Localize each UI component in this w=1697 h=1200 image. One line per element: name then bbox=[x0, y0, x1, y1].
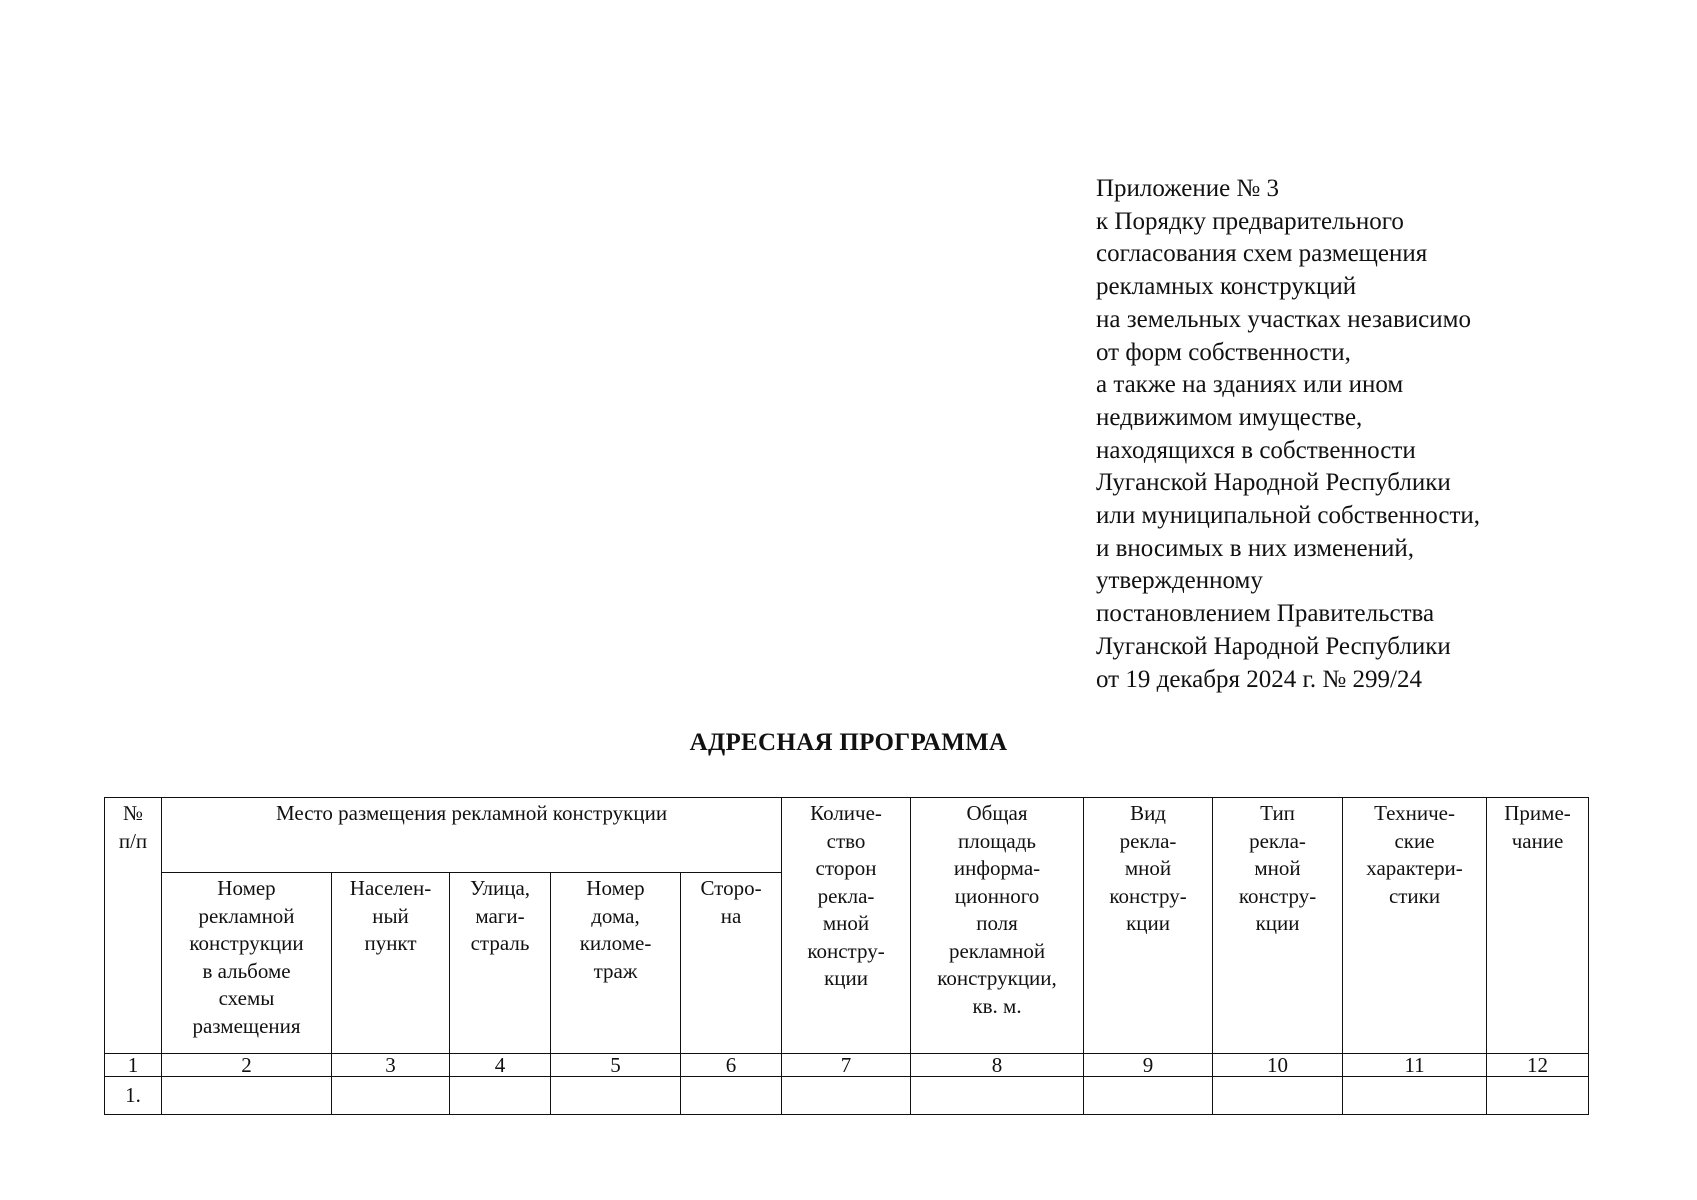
header-tech: Техниче- ские характери- стики bbox=[1343, 798, 1487, 1054]
table-cell bbox=[332, 1077, 450, 1115]
column-number: 11 bbox=[1343, 1054, 1487, 1077]
header-settlement: Населен- ный пункт bbox=[332, 873, 450, 1054]
appendix-line: к Порядку предварительного bbox=[1096, 207, 1404, 235]
table-cell bbox=[911, 1077, 1084, 1115]
appendix-line: Луганской Народной Республики bbox=[1096, 632, 1451, 660]
table-cell bbox=[782, 1077, 911, 1115]
column-number: 10 bbox=[1213, 1054, 1343, 1077]
appendix-line: от форм собственности, bbox=[1096, 338, 1351, 366]
header-kind: Вид рекла- мной констру- кции bbox=[1084, 798, 1213, 1054]
table-cell bbox=[450, 1077, 551, 1115]
appendix-line: недвижимом имуществе, bbox=[1096, 403, 1363, 431]
column-number: 1 bbox=[105, 1054, 162, 1077]
document-title: АДРЕСНАЯ ПРОГРАММА bbox=[689, 729, 1008, 756]
table-cell bbox=[681, 1077, 782, 1115]
header-album-number: Номер рекламной конструкции в альбоме схемы размещения bbox=[162, 873, 332, 1054]
header-placement-group: Место размещения рекламной конструкции bbox=[162, 798, 782, 873]
appendix-line: утвержденному bbox=[1096, 567, 1263, 595]
table-cell bbox=[1213, 1077, 1343, 1115]
appendix-line: согласования схем размещения bbox=[1096, 240, 1428, 268]
table-cell bbox=[1084, 1077, 1213, 1115]
table-cell bbox=[162, 1077, 332, 1115]
appendix-line: постановлением Правительства bbox=[1096, 600, 1435, 628]
header-street: Улица, маги- страль bbox=[450, 873, 551, 1054]
column-number: 7 bbox=[782, 1054, 911, 1077]
appendix-line: или муниципальной собственности, bbox=[1096, 502, 1481, 530]
appendix-line: а также на зданиях или ином bbox=[1096, 371, 1404, 399]
header-area: Общая площадь информа- ционного поля рекламной конструкции, кв. м. bbox=[911, 798, 1084, 1054]
header-note: Приме- чание bbox=[1487, 798, 1589, 1054]
appendix-block bbox=[1096, 173, 1656, 696]
table-cell bbox=[1343, 1077, 1487, 1115]
table-cell: 1. bbox=[105, 1077, 162, 1115]
appendix-line: рекламных конструкций bbox=[1096, 273, 1357, 301]
appendix-line: находящихся в собственности bbox=[1096, 436, 1416, 464]
column-number: 4 bbox=[450, 1054, 551, 1077]
appendix-line: Приложение № 3 bbox=[1096, 175, 1280, 202]
column-number: 5 bbox=[551, 1054, 681, 1077]
appendix-line: от 19 декабря 2024 г. № 299/24 bbox=[1096, 665, 1422, 693]
appendix-line: и вносимых в них изменений, bbox=[1096, 534, 1415, 562]
header-side: Сторо- на bbox=[681, 873, 782, 1054]
table-cell bbox=[1487, 1077, 1589, 1115]
column-number: 3 bbox=[332, 1054, 450, 1077]
header-num: № п/п bbox=[105, 798, 162, 1054]
header-house: Номер дома, киломе- траж bbox=[551, 873, 681, 1054]
table-row bbox=[105, 1077, 1589, 1115]
appendix-line: Луганской Народной Республики bbox=[1096, 469, 1451, 497]
address-program-table bbox=[104, 797, 1589, 1115]
column-number: 12 bbox=[1487, 1054, 1589, 1077]
column-number: 8 bbox=[911, 1054, 1084, 1077]
appendix-line: на земельных участках независимо bbox=[1096, 305, 1471, 333]
column-number: 9 bbox=[1084, 1054, 1213, 1077]
column-number: 2 bbox=[162, 1054, 332, 1077]
column-number: 6 bbox=[681, 1054, 782, 1077]
header-type: Тип рекла- мной констру- кции bbox=[1213, 798, 1343, 1054]
table-cell bbox=[551, 1077, 681, 1115]
header-sides-count: Количе- ство сторон рекла- мной констру- кции bbox=[782, 798, 911, 1054]
